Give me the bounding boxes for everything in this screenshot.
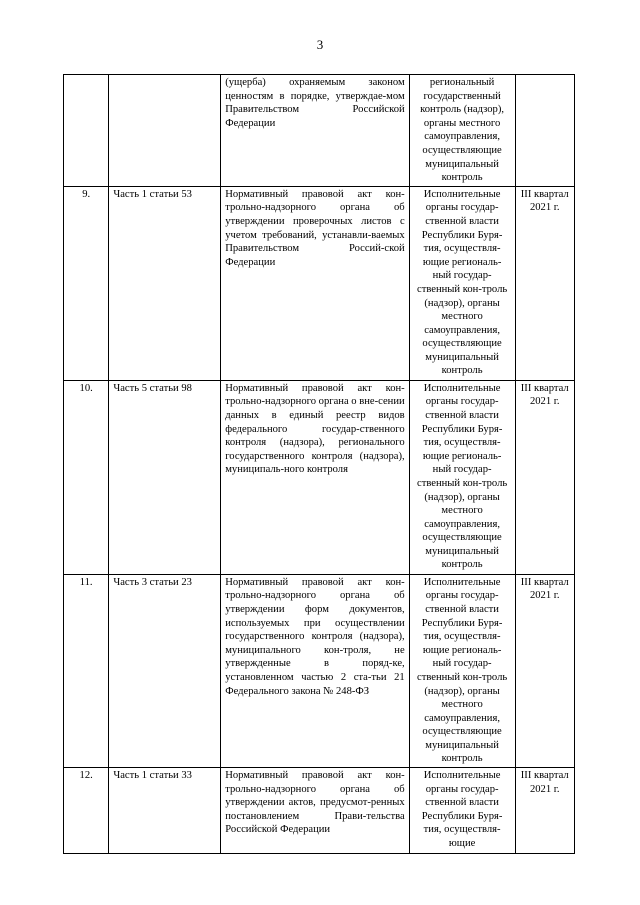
plan-table — [63, 74, 575, 854]
responsible-executor: Исполнительные органы государ-ственной власти Республики Буря-тия, осуществля-ющие региональ-ный государ-ственный кон-троль (надзор), органы местного самоуправления, осуществляющие муниципальный контроль — [409, 574, 515, 767]
row-number: 12. — [64, 768, 109, 854]
deadline: III квартал 2021 г. — [515, 768, 574, 854]
row-number — [64, 75, 109, 187]
deadline: III квартал 2021 г. — [515, 574, 574, 767]
row-number: 9. — [64, 186, 109, 380]
table-row — [64, 574, 575, 767]
responsible-executor: Исполнительные органы государ-ственной власти Республики Буря-тия, осуществля-ющие региональ-ный государ-ственный кон-троль (надзор), органы местного самоуправления, осуществляющие муниципальный контроль — [409, 380, 515, 574]
page-number: 3 — [316, 37, 324, 52]
responsible-executor: Исполнительные органы государ-ственной власти Республики Буря-тия, осуществля-ющие региональ-ный государ-ственный кон-троль (надзор), органы местного самоуправления, осуществляющие муниципальный контроль — [409, 186, 515, 380]
table-row — [64, 75, 575, 187]
responsible-executor: региональный государственный контроль (надзор), органы местного самоуправления, осуществляющие муниципальный контроль — [409, 75, 515, 187]
responsible-executor: Исполнительные органы государ-ственной власти Республики Буря-тия, осуществля-ющие — [409, 768, 515, 854]
law-article: Часть 5 статьи 98 — [109, 380, 221, 574]
document-description: Нормативный правовой акт кон-трольно-надзорного органа об утверждении актов, предусмот-ренных постановлением Прави-тельства Российской Федерации — [221, 768, 409, 854]
law-article: Часть 1 статьи 33 — [109, 768, 221, 854]
document-description: Нормативный правовой акт кон-трольно-надзорного органа о вне-сении данных в единый реестр видов федерального государ-ственного контроля (надзора), регионального государственного контроля (надзора), муниципаль-ного контроля — [221, 380, 409, 574]
deadline: III квартал 2021 г. — [515, 380, 574, 574]
table-row — [64, 380, 575, 574]
law-article: Часть 3 статьи 23 — [109, 574, 221, 767]
deadline: III квартал 2021 г. — [515, 186, 574, 380]
table-row — [64, 186, 575, 380]
table-row — [64, 768, 575, 854]
law-article — [109, 75, 221, 187]
row-number: 10. — [64, 380, 109, 574]
law-article: Часть 1 статьи 53 — [109, 186, 221, 380]
document-description: (ущерба) охраняемым законом ценностям в порядке, утверждае-мом Правительством Российской Федерации — [221, 75, 409, 187]
document-description: Нормативный правовой акт кон-трольно-надзорного органа об утверждении форм документов, используемых при осуществлении государственного контроля (надзора), муниципального кон-троля, не утвержденные в поряд-ке, установленном частью 2 ста-тьи 21 Федерального закона № 248-ФЗ — [221, 574, 409, 767]
document-description: Нормативный правовой акт кон-трольно-надзорного органа об утверждении проверочных листов с учетом требований, устанавли-ваемых Правительством Россий-ской Федерации — [221, 186, 409, 380]
deadline — [515, 75, 574, 187]
row-number: 11. — [64, 574, 109, 767]
